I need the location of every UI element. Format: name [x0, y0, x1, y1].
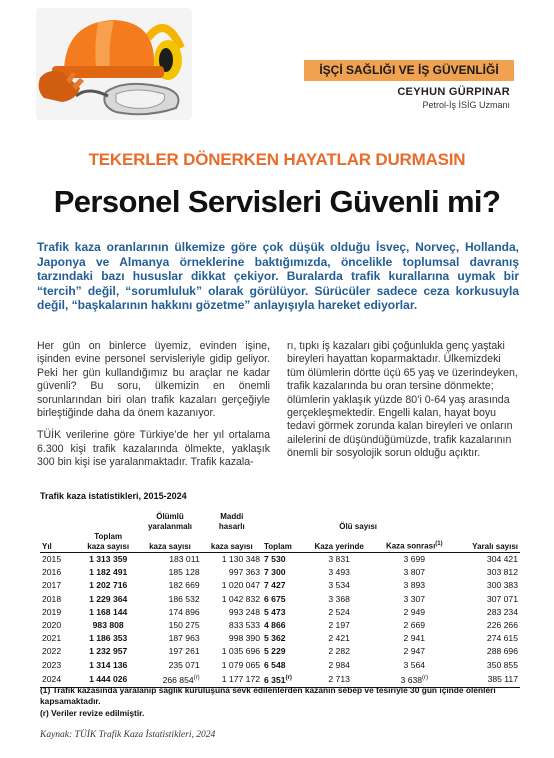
cell-value: 2015 — [42, 554, 62, 564]
table-cell-total — [78, 593, 138, 606]
header-year: Yıl — [42, 542, 52, 551]
table-cell-death-total — [262, 553, 304, 567]
revised-mark: (r) — [193, 674, 200, 681]
table-header-row — [40, 504, 520, 532]
cell-value: 7 427 — [264, 580, 286, 591]
body-column-left — [37, 340, 270, 470]
table-cell-after — [374, 645, 454, 658]
cell-value: 2018 — [42, 593, 62, 604]
table-cell-after — [374, 659, 454, 672]
table-cell-injury — [138, 593, 201, 606]
cell-value: 2024 — [42, 673, 62, 684]
table-cell-injury — [138, 606, 201, 619]
table-cell-damage — [202, 632, 262, 645]
table-cell-after — [374, 553, 454, 567]
cell-value: 185 128 — [168, 567, 200, 578]
table-cell-total — [78, 619, 138, 632]
table-cell-death-total — [262, 566, 304, 579]
footnote-revised: (r) Veriler revize edilmiştir. — [40, 708, 145, 718]
table-cell-injury — [138, 553, 201, 567]
table-cell-death-total — [262, 593, 304, 606]
table-cell-total — [78, 659, 138, 672]
cell-value: 2 947 — [403, 646, 426, 657]
article-headline: Personel Servisleri Güvenli mi? — [53, 184, 501, 219]
cell-value: 3 699 — [403, 554, 426, 564]
cell-value: 1 168 144 — [89, 606, 128, 617]
cell-value: 983 808 — [92, 620, 124, 631]
cell-value: 2019 — [42, 606, 62, 617]
cell-value: 350 855 — [486, 659, 518, 670]
cell-value: 385 117 — [487, 673, 518, 684]
table-cell-scene — [304, 593, 374, 606]
table-cell-death-total — [262, 619, 304, 632]
cell-value: 6 548 — [264, 659, 286, 670]
cell-value: 2 421 — [328, 633, 350, 644]
header-death-after — [374, 532, 454, 553]
table-cell-year — [40, 632, 78, 645]
cell-value: 993 248 — [228, 606, 260, 617]
cell-value: 1 186 353 — [89, 633, 128, 644]
header-death-scene: Kaza yerinde — [314, 542, 364, 551]
cell-value: 5 229 — [264, 646, 286, 657]
cell-value: 183 011 — [169, 554, 200, 564]
table-cell-scene — [304, 566, 374, 579]
cell-value: 197 261 — [168, 646, 200, 657]
table-cell-total — [78, 553, 138, 567]
table-cell-injured — [454, 579, 520, 592]
cell-value: 997 363 — [228, 567, 260, 578]
table-cell-injured — [454, 606, 520, 619]
table-cell-death-total — [262, 659, 304, 672]
section-tag: İŞÇİ SAĞLIĞI VE İŞ GÜVENLİĞİ — [304, 60, 514, 81]
table-row — [40, 553, 520, 567]
body-paragraph-2-start: TÜİK verilerine göre Türkiye’de her yıl ortalama 6.300 kişi trafik kazalarında ölmekte, yaklaşık 300 bin kişi ise yaralanmaktadır. Trafik kazala- — [37, 429, 270, 469]
cell-value: 1 177 172 — [221, 673, 260, 684]
cell-value: 3 638 — [400, 674, 423, 685]
table-cell-year — [40, 606, 78, 619]
cell-value: 2016 — [42, 567, 62, 578]
table-cell-injury — [138, 659, 201, 672]
cell-value: 300 383 — [486, 580, 518, 591]
table-cell-after — [374, 566, 454, 579]
cell-value: 307 071 — [486, 593, 518, 604]
cell-value: 266 854 — [162, 674, 194, 685]
table-cell-after — [374, 632, 454, 645]
table-row — [40, 566, 520, 579]
cell-value: 1 314 136 — [89, 659, 128, 670]
table-cell-scene — [304, 645, 374, 658]
table-cell-year — [40, 553, 78, 567]
table-cell-damage — [202, 606, 262, 619]
cell-value: 1 232 957 — [89, 646, 128, 657]
table-row — [40, 619, 520, 632]
cell-value: 2 984 — [328, 659, 350, 670]
cell-value: 7 530 — [264, 554, 286, 564]
safety-gear-icon — [36, 8, 192, 120]
table-cell-injured — [454, 566, 520, 579]
cell-value: 4 866 — [264, 620, 286, 631]
cell-value: 150 275 — [168, 620, 200, 631]
cell-value: 283 234 — [486, 606, 518, 617]
cell-value: 7 300 — [264, 567, 286, 578]
header-injury-sub: kaza sayısı — [149, 542, 191, 551]
cell-value: 2023 — [42, 659, 62, 670]
cell-value: 5 362 — [264, 633, 286, 644]
table-cell-total — [78, 632, 138, 645]
table-cell-total — [78, 645, 138, 658]
table-cell-after — [374, 593, 454, 606]
table-body — [40, 553, 520, 688]
header-deaths: Ölü sayısı — [339, 522, 378, 531]
table-cell-scene — [304, 659, 374, 672]
cell-value: 2020 — [42, 620, 62, 631]
table-cell-injury — [138, 579, 201, 592]
table-cell-injured — [454, 553, 520, 567]
table-cell-damage — [202, 553, 262, 567]
header-death-after-label: Kaza sonrası — [385, 542, 436, 551]
header-damage: Maddi hasarlı — [218, 512, 245, 531]
cell-value: 6 351 — [264, 674, 286, 685]
cell-value: 998 390 — [228, 633, 260, 644]
cell-value: 1 182 491 — [89, 567, 128, 578]
table-row — [40, 632, 520, 645]
table-source: Kaynak: TÜİK Trafik Kaza İstatistikleri, 2024 — [40, 730, 216, 740]
table-cell-year — [40, 645, 78, 658]
table-cell-scene — [304, 632, 374, 645]
cell-value: 1 202 716 — [89, 580, 128, 591]
cell-value: 2 949 — [403, 606, 426, 617]
body-paragraph-1: Her gün on binlerce üyemiz, evinden işine, işinden evine personel servisleriyle gidip geliyor. Peki her gün kullandığımız bu araçlar ne kadar güvenli? Bu soru, ülkemizin en önemli sorunlarından biri olan trafik kazaları gerçeğiyle birleştiğinde daha da önem kazanıyor. — [37, 340, 270, 420]
table-cell-damage — [202, 659, 262, 672]
table-cell-death-total — [262, 579, 304, 592]
cell-value: 182 669 — [168, 580, 200, 591]
header-death-total: Toplam — [264, 542, 292, 551]
table-row — [40, 579, 520, 592]
header-total-sub: kaza sayısı — [87, 542, 130, 551]
cell-value: 235 071 — [168, 659, 200, 670]
cell-value: 2 524 — [328, 606, 350, 617]
table-cell-death-total — [262, 645, 304, 658]
table-row — [40, 645, 520, 658]
cell-value: 3 368 — [328, 593, 350, 604]
cell-value: 1 042 832 — [221, 593, 260, 604]
table-cell-damage — [202, 619, 262, 632]
table-cell-scene — [304, 619, 374, 632]
author-role: Petrol-İş İSİG Uzmanı — [422, 100, 510, 110]
table-cell-injury — [138, 645, 201, 658]
table-cell-injured — [454, 659, 520, 672]
table-cell-injury — [138, 566, 201, 579]
table-cell-damage — [202, 593, 262, 606]
cell-value: 2 669 — [403, 620, 426, 631]
cell-value: 1 313 359 — [89, 554, 128, 564]
table-cell-injured — [454, 645, 520, 658]
cell-value: 1 130 348 — [221, 554, 260, 564]
cell-value: 3 564 — [403, 659, 426, 670]
table-cell-death-total — [262, 632, 304, 645]
header-total-label: Toplam — [94, 532, 123, 541]
table-cell-year — [40, 593, 78, 606]
safety-equipment-illustration — [36, 8, 192, 120]
cell-value: 1 035 696 — [221, 646, 260, 657]
table-row — [40, 659, 520, 672]
author-name: CEYHUN GÜRPINAR — [397, 86, 510, 98]
cell-value: 3 493 — [328, 567, 350, 578]
cell-value: 3 807 — [403, 567, 426, 578]
cell-value: 1 020 047 — [221, 580, 260, 591]
author-block — [397, 86, 510, 110]
table-cell-year — [40, 579, 78, 592]
cell-value: 288 696 — [486, 646, 518, 657]
table-cell-damage — [202, 645, 262, 658]
footnote-1: (1) Trafik kazasında yaralanıp sağlık kuruluşuna sevk edilenlerden kazanın sebep ve tesiriyle 30 gün içinde ölenleri kapsamaktadır. — [40, 685, 496, 706]
cell-value: 2 713 — [328, 673, 350, 684]
cell-value: 2 197 — [328, 620, 350, 631]
header-damage-sub: kaza sayısı — [210, 542, 253, 551]
cell-value: 304 421 — [486, 554, 518, 564]
cell-value: 3 307 — [403, 593, 426, 604]
header-total — [78, 532, 138, 553]
article-lead: Trafik kaza oranlarının ülkemize göre çok düşük olduğu İsveç, Norveç, Hollanda, Japonya ve Almanya örneklerine baktığımızda, öncelikle toplumsal davranış tarzındaki bazı hususlar dikkat çekiyor. Buralarda trafik kurallarına uymak bir “tercih” değil, “sorumluluk” olarak görülüyor. Sürücüler sadece ceza korkusuyla değil, “başkalarının hakkını gözetme” anlayışıyla hareket ediyorlar. — [37, 240, 519, 313]
cell-value: 2022 — [42, 646, 62, 657]
revised-mark: (r) — [422, 674, 429, 681]
table-title: Trafik kaza istatistikleri, 2015-2024 — [40, 491, 187, 501]
table-cell-injury — [138, 619, 201, 632]
table-row — [40, 593, 520, 606]
table-cell-after — [374, 606, 454, 619]
body-column-right — [287, 340, 519, 461]
table-cell-year — [40, 659, 78, 672]
table-cell-damage — [202, 566, 262, 579]
cell-value: 2 941 — [403, 633, 426, 644]
cell-value: 1 444 026 — [89, 673, 128, 684]
header-injury: Ölümlü yaralanmalı — [147, 512, 193, 531]
cell-value: 1 229 364 — [89, 593, 128, 604]
table-row — [40, 606, 520, 619]
table-cell-year — [40, 566, 78, 579]
table-cell-scene — [304, 553, 374, 567]
table-cell-scene — [304, 579, 374, 592]
table-subheader-row — [40, 532, 520, 553]
table-cell-year — [40, 619, 78, 632]
cell-value: 3 534 — [328, 580, 350, 591]
cell-value: 274 615 — [486, 633, 518, 644]
header-injured: Yaralı sayısı — [472, 542, 518, 551]
table-cell-injured — [454, 593, 520, 606]
revised-mark: (r) — [285, 674, 292, 681]
table-cell-death-total — [262, 606, 304, 619]
cell-value: 3 893 — [403, 580, 426, 591]
footnote-mark: (1) — [435, 541, 443, 548]
table-cell-injured — [454, 619, 520, 632]
body-paragraph-2-end: rı, tıpkı iş kazaları gibi çoğunlukla genç yaştaki bireyleri hayattan koparmaktadır. Ülkemizdeki tüm ölümlerin dörtte üçü 65 yaş ve üzerindeyken, trafik kazalarında bu oran tersine dönmekte; ölümlerin yaklaşık yüzde 80’i 0-64 yaş arasında gerçekleşmektedir. Engelli kalan, hayat boyu tedavi görmek zorunda kalan bireyleri ve onların ailelerini de düşündüğümüzde, trafik kazalarının önemli bir sosyolojik sorun olduğu açıktır. — [287, 340, 518, 460]
cell-value: 2017 — [42, 580, 62, 591]
article-kicker: TEKERLER DÖNERKEN HAYATLAR DURMASIN — [88, 150, 466, 169]
cell-value: 833 533 — [228, 620, 260, 631]
cell-value: 3 831 — [328, 554, 350, 564]
cell-value: 303 812 — [486, 567, 518, 578]
cell-value: 187 963 — [168, 633, 200, 644]
cell-value: 186 532 — [168, 593, 200, 604]
table-cell-total — [78, 579, 138, 592]
traffic-statistics-table — [40, 504, 520, 688]
cell-value: 174 896 — [168, 606, 200, 617]
table-cell-after — [374, 619, 454, 632]
cell-value: 2 282 — [328, 646, 350, 657]
table-cell-injured — [454, 632, 520, 645]
table-cell-total — [78, 606, 138, 619]
table-cell-after — [374, 579, 454, 592]
cell-value: 5 473 — [264, 606, 286, 617]
table-cell-scene — [304, 606, 374, 619]
cell-value: 226 266 — [486, 620, 518, 631]
cell-value: 2021 — [42, 633, 62, 644]
cell-value: 6 675 — [264, 593, 286, 604]
cell-value: 1 079 065 — [221, 659, 260, 670]
table-cell-injury — [138, 632, 201, 645]
table-cell-total — [78, 566, 138, 579]
table-cell-damage — [202, 579, 262, 592]
